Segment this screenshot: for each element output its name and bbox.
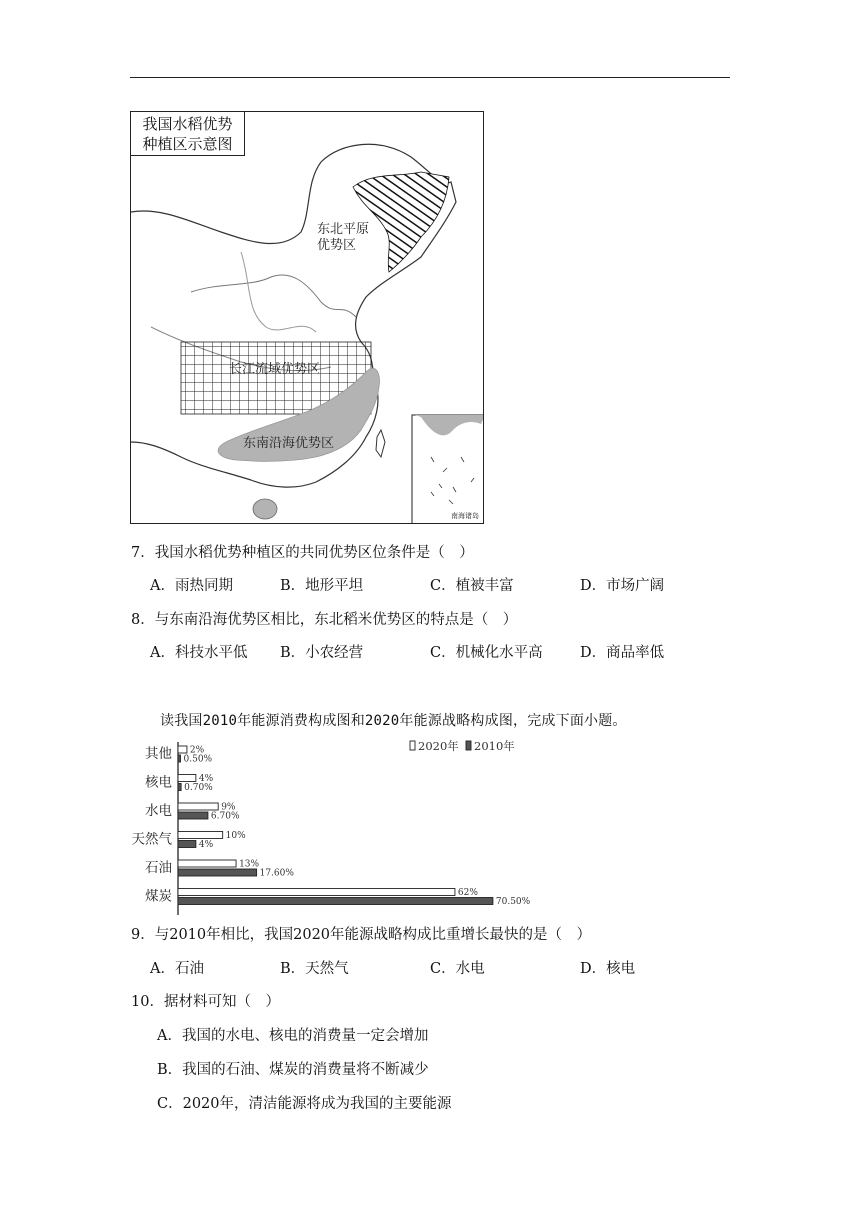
question-8: 8．与东南沿海优势区相比，东北稻米优势区的特点是（ ）	[131, 612, 518, 628]
q9-option-a[interactable]: A．石油	[150, 961, 204, 977]
q8-option-c[interactable]: C．机械化水平高	[430, 645, 543, 661]
q7-option-d[interactable]: D．市场广阔	[580, 578, 665, 594]
data-label: 13%	[239, 859, 260, 870]
bar-2010年	[178, 869, 257, 876]
bar-2020年	[178, 832, 223, 839]
category-label: 煤炭	[145, 888, 172, 905]
northeast-label-line2: 优势区	[317, 238, 357, 253]
legend-label: 2010年	[474, 739, 515, 753]
question-7: 7．我国水稻优势种植区的共同优势区位条件是（ ）	[131, 545, 474, 561]
category-label: 其他	[145, 746, 172, 762]
q10-option-a[interactable]: A．我国的水电、核电的消费量一定会增加	[157, 1028, 429, 1044]
q9-option-b[interactable]: B．天然气	[280, 961, 349, 977]
legend-swatch	[410, 741, 415, 750]
question-9: 9．与2010年相比，我国2020年能源战略构成比重增长最快的是（ ）	[131, 927, 592, 943]
category-label: 水电	[145, 803, 172, 819]
bar-2010年	[178, 755, 181, 762]
data-label: 62%	[457, 888, 478, 898]
data-label: 10%	[225, 831, 246, 841]
q8-option-d[interactable]: D．商品率低	[580, 645, 665, 661]
q9-option-c[interactable]: C．水电	[430, 961, 485, 977]
data-label: 70.50%	[495, 897, 530, 907]
southeast-label: 东南沿海优势区	[243, 436, 335, 451]
legend-swatch	[466, 741, 471, 750]
q7-option-b[interactable]: B．地形平坦	[280, 578, 364, 594]
data-label: 4%	[198, 840, 214, 850]
q10-option-c[interactable]: C．2020年，清洁能源将成为我国的主要能源	[157, 1096, 452, 1112]
map-title-line1: 我国水稻优势	[142, 115, 233, 133]
bar-2020年	[178, 803, 218, 810]
bar-2010年	[178, 898, 493, 905]
data-label: 2%	[189, 745, 205, 756]
energy-bar-chart	[130, 736, 530, 916]
q8-option-b[interactable]: B．小农经营	[280, 645, 364, 661]
header-rule	[130, 77, 730, 78]
map-title	[131, 112, 245, 156]
bar-2020年	[178, 775, 196, 782]
question-10: 10．据材料可知（ ）	[131, 994, 280, 1010]
inset-label: 南海诸岛	[451, 512, 479, 520]
q7-option-c[interactable]: C．植被丰富	[430, 578, 514, 594]
data-label: 6.70%	[210, 811, 240, 822]
map-drawing	[131, 112, 484, 524]
map-title-line2: 种植区示意图	[142, 135, 233, 153]
bar-2020年	[178, 889, 455, 896]
category-label: 核电	[145, 774, 172, 791]
q8-option-a[interactable]: A．科技水平低	[150, 645, 248, 661]
hainan-island	[253, 499, 277, 519]
q7-option-a[interactable]: A．雨热同期	[150, 578, 233, 594]
category-label: 石油	[145, 860, 172, 876]
data-label: 17.60%	[259, 868, 294, 879]
bar-2020年	[178, 746, 187, 753]
data-label: 4%	[198, 774, 214, 784]
data-label: 0.50%	[183, 754, 213, 765]
q9-option-d[interactable]: D．核电	[580, 961, 636, 977]
data-label: 0.70%	[184, 783, 213, 793]
yangtze-label: 长江流域优势区	[229, 362, 321, 377]
bar-2010年	[178, 812, 208, 819]
q10-option-b[interactable]: B．我国的石油、煤炭的消费量将不断减少	[157, 1062, 429, 1078]
bar-2020年	[178, 860, 236, 867]
northeast-label-line1: 东北平原	[317, 222, 370, 237]
bar-2010年	[178, 784, 181, 791]
rice-region-map	[130, 111, 484, 524]
northeast-label	[317, 222, 369, 254]
taiwan-island	[376, 430, 385, 457]
chart-intro: 读我国2010年能源消费构成图和2020年能源战略构成图，完成下面小题。	[160, 713, 627, 729]
category-label: 天然气	[131, 831, 172, 848]
legend-label: 2020年	[418, 739, 459, 753]
data-label: 9%	[221, 802, 236, 813]
bar-2010年	[178, 841, 196, 848]
